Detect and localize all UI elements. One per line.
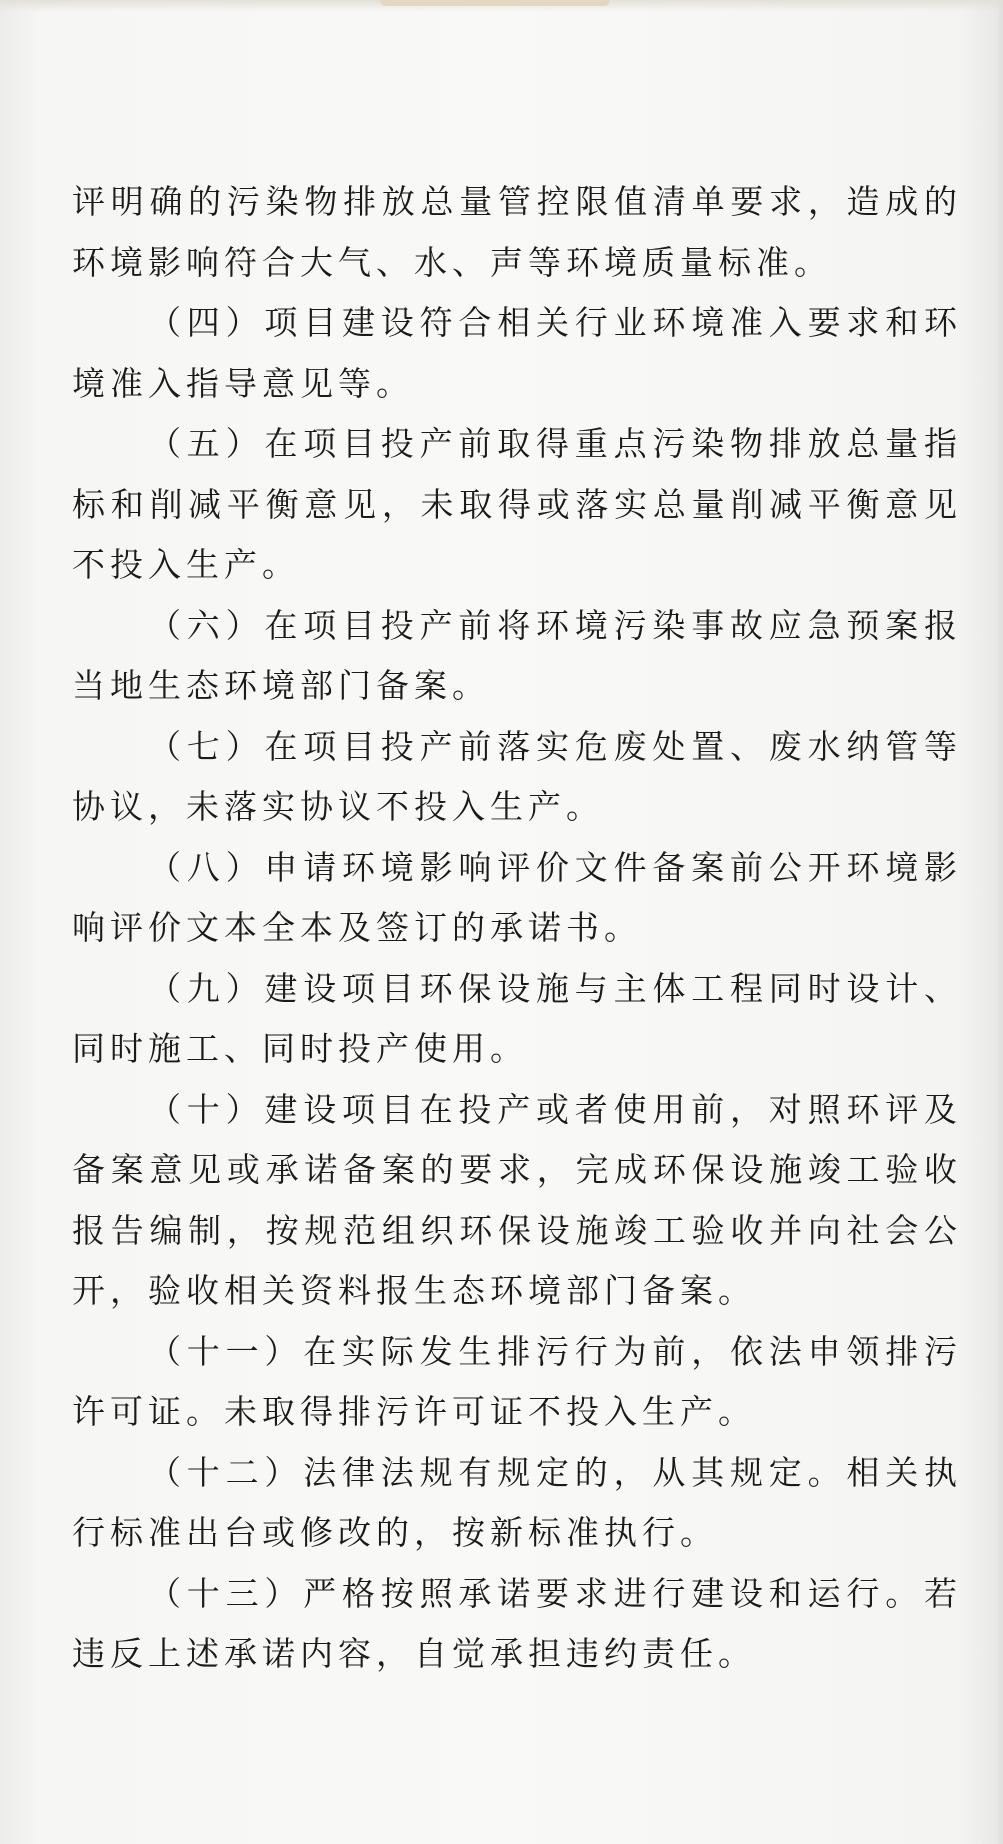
paragraph-item-10: （十）建设项目在投产或者使用前，对照环评及备案意见或承诺备案的要求，完成环保设施竣工验收报告编制，按规范组织环保设施竣工验收并向社会公开，验收相关资料报生态环境部门备案。	[72, 1089, 962, 1310]
paragraph-item-8: （八）申请环境影响评价文件备案前公开环境影响评价文本全本及签订的承诺书。	[72, 847, 962, 947]
paragraph-item-7: （七）在项目投产前落实危废处置、废水纳管等协议，未落实协议不投入生产。	[72, 726, 962, 826]
paragraph-item-11: （十一）在实际发生排污行为前，依法申领排污许可证。未取得排污许可证不投入生产。	[72, 1331, 962, 1431]
paragraph-item-4: （四）项目建设符合相关行业环境准入要求和环境准入指导意见等。	[72, 303, 962, 403]
paragraph-continuation: 评明确的污染物排放总量管控限值清单要求，造成的环境影响符合大气、水、声等环境质量标准。	[72, 182, 962, 282]
paragraph-item-12: （十二）法律法规有规定的，从其规定。相关执行标准出台或修改的，按新标准执行。	[72, 1452, 962, 1552]
paragraph-item-5: （五）在项目投产前取得重点污染物排放总量指标和削减平衡意见，未取得或落实总量削减平衡意见不投入生产。	[72, 424, 962, 584]
paragraph-item-9: （九）建设项目环保设施与主体工程同时设计、同时施工、同时投产使用。	[72, 968, 962, 1068]
binder-tab	[380, 0, 610, 6]
paragraph-item-6: （六）在项目投产前将环境污染事故应急预案报当地生态环境部门备案。	[72, 605, 962, 705]
document-body	[72, 172, 962, 1685]
paragraph-item-13: （十三）严格按照承诺要求进行建设和运行。若违反上述承诺内容，自觉承担违约责任。	[72, 1573, 962, 1673]
page-right-edge	[997, 0, 1003, 1844]
